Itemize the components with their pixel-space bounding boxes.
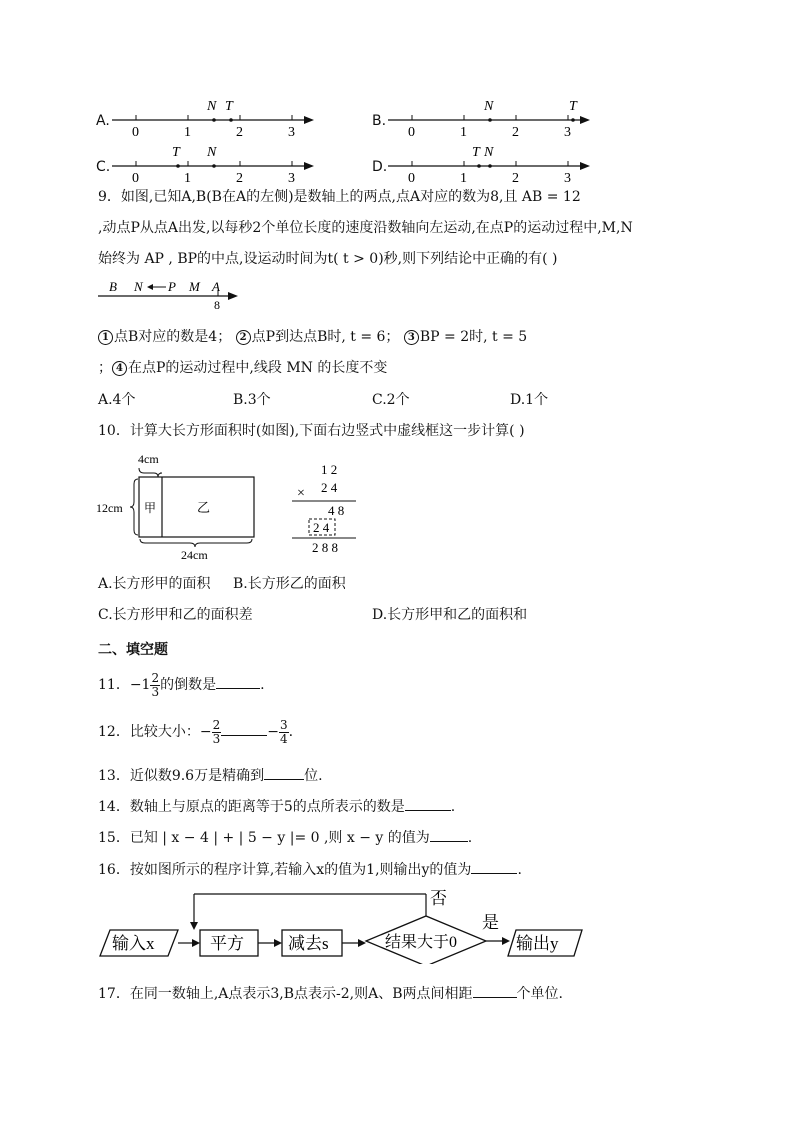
- option-letter: D.: [372, 159, 388, 175]
- q17: [98, 984, 563, 1003]
- number-line-figure: [96, 140, 326, 186]
- q17-end: 个单位.: [516, 986, 563, 1002]
- q12: [98, 717, 293, 747]
- answer-blank[interactable]: [473, 984, 517, 998]
- label-n: N: [134, 279, 143, 294]
- mult-row-2: 2 4: [321, 480, 338, 495]
- mixed-number-whole: −1: [129, 677, 151, 693]
- q15-text: 15．已知 | x − 4 | + | 5 − y |= 0 ,则 x − y 的值为: [98, 830, 430, 846]
- tick-label: 2: [512, 125, 519, 140]
- statement-2: 点P到达点B时, t = 6；: [251, 329, 400, 345]
- label-eight: 8: [214, 298, 220, 312]
- number-line-figure: [372, 140, 602, 186]
- statement-4: 在点P的运动过程中,线段 MN 的长度不变: [128, 360, 388, 376]
- flow-square: 平方: [210, 934, 244, 953]
- label-p: P: [168, 279, 176, 294]
- q11: [98, 670, 265, 700]
- label-b: B: [109, 279, 117, 294]
- q9-option-a[interactable]: A.4个: [98, 392, 136, 408]
- numberline-option-c: [96, 140, 326, 186]
- separator: ；: [98, 360, 112, 376]
- flow-no-label: 否: [430, 889, 447, 908]
- point-label: T: [172, 145, 180, 160]
- q10-stem: 10．计算大长方形面积时(如图),下面右边竖式中虚线框这一步计算( ): [98, 423, 525, 439]
- point-label: T: [569, 99, 577, 114]
- numberline-option-a: [96, 94, 326, 140]
- denominator: 4: [279, 731, 288, 746]
- q10-figure: [92, 446, 372, 564]
- numberline-option-b: [372, 94, 602, 140]
- punctuation: .: [517, 862, 522, 878]
- q16-flowchart: [96, 884, 596, 964]
- q16-text: 16．按如图所示的程序计算,若输入x的值为1,则输出y的值为: [98, 862, 472, 878]
- point-label: N: [484, 99, 494, 114]
- q10-option-d[interactable]: D.长方形甲和乙的面积和: [372, 607, 528, 623]
- height-label-12cm: 12cm: [96, 501, 123, 515]
- q14: [98, 797, 455, 816]
- tick-label: 2: [512, 171, 519, 186]
- answer-blank[interactable]: [221, 722, 267, 736]
- tick-label: 1: [184, 171, 191, 186]
- option-letter: C.: [96, 159, 111, 175]
- numerator: 2: [151, 670, 160, 685]
- circled-number: 3: [404, 330, 419, 345]
- answer-blank[interactable]: [405, 797, 451, 811]
- answer-blank[interactable]: [430, 828, 468, 842]
- fraction: [212, 719, 222, 746]
- tick-label: 2: [236, 125, 243, 140]
- number-line-figure: [96, 94, 326, 140]
- rect-yi-label: 乙: [197, 500, 211, 515]
- statement-3: BP = 2时, t = 5: [419, 329, 528, 345]
- q9-stem-line3: 始终为 AP , BP的中点,设运动时间为t( t > 0)秒,则下列结论中正确的有( ): [98, 251, 558, 267]
- fraction: [279, 719, 289, 746]
- number-line-figure: [372, 94, 602, 140]
- tick-label: 3: [564, 125, 571, 140]
- length-label-24cm: 24cm: [181, 548, 208, 562]
- circled-number: 4: [112, 361, 127, 376]
- answer-blank[interactable]: [471, 860, 517, 874]
- width-label-4cm: 4cm: [138, 452, 159, 466]
- q15: [98, 828, 472, 847]
- circled-number: 1: [98, 330, 113, 345]
- section-title: 二、填空题: [98, 642, 168, 658]
- question-number: 12．: [98, 724, 130, 740]
- label-a: A: [212, 279, 220, 294]
- minus-sign: −: [199, 724, 212, 740]
- punctuation: .: [288, 724, 294, 740]
- q10-option-b[interactable]: B.长方形乙的面积: [233, 576, 346, 592]
- flow-yes-label: 是: [482, 913, 499, 932]
- q14-text: 14．数轴上与原点的距离等于5的点所表示的数是: [98, 799, 405, 815]
- flow-condition: 结果大于0: [385, 934, 458, 951]
- question-number: 11．: [98, 677, 130, 693]
- numberline-option-d: [372, 140, 602, 186]
- circled-number: 2: [236, 330, 251, 345]
- q10-option-c[interactable]: C.长方形甲和乙的面积差: [98, 607, 253, 623]
- point-label: N: [207, 99, 217, 114]
- tick-label: 3: [288, 125, 295, 140]
- tick-label: 1: [460, 171, 467, 186]
- fraction: [150, 672, 160, 699]
- answer-blank[interactable]: [264, 766, 304, 780]
- q10-option-a[interactable]: A.长方形甲的面积: [98, 576, 211, 592]
- option-letter: B.: [372, 113, 387, 129]
- q9-option-d[interactable]: D.1个: [510, 392, 549, 408]
- tick-label: 1: [460, 125, 467, 140]
- mult-row-4: 2 4: [313, 520, 330, 535]
- q9-option-b[interactable]: B.3个: [233, 392, 271, 408]
- point-label: N: [207, 145, 217, 160]
- q9-statements-line1: [98, 328, 527, 346]
- q9-stem-line2: ,动点P从点A出发,以每秒2个单位长度的速度沿数轴向左运动,在点P的运动过程中,M,N: [98, 220, 633, 236]
- tick-label: 0: [132, 125, 139, 140]
- rect-jia-label: 甲: [144, 501, 157, 515]
- answer-blank[interactable]: [216, 675, 260, 689]
- tick-label: 0: [132, 171, 139, 186]
- point-label: N: [484, 145, 494, 160]
- tick-label: 3: [564, 171, 571, 186]
- punctuation: .: [450, 799, 456, 815]
- statement-1: 点B对应的数是4；: [114, 329, 232, 345]
- punctuation: .: [467, 830, 473, 846]
- tick-label: 0: [408, 125, 415, 140]
- flow-input: 输入x: [112, 934, 155, 953]
- numerator: 3: [279, 717, 288, 732]
- q9-statements-line2: [98, 359, 387, 377]
- mult-row-3: 4 8: [328, 503, 345, 518]
- flow-subtract: 减去s: [288, 934, 329, 953]
- denominator: 3: [151, 684, 160, 699]
- q16: [98, 860, 522, 879]
- q9-option-c[interactable]: C.2个: [372, 392, 410, 408]
- q12-text: 比较大小：: [129, 724, 200, 740]
- minus-sign: −: [267, 724, 279, 740]
- numerator: 2: [212, 717, 221, 732]
- flow-output: 输出y: [516, 934, 559, 953]
- punctuation: .: [260, 677, 265, 693]
- mult-sign: ×: [297, 486, 305, 501]
- tick-label: 0: [408, 171, 415, 186]
- q9-stem-line1: 9．如图,已知A,B(B在A的左侧)是数轴上的两点,点A对应的数为8,且 AB = 12: [98, 189, 581, 205]
- denominator: 3: [212, 731, 221, 746]
- q11-text: 的倒数是: [160, 677, 217, 693]
- point-label: T: [472, 145, 480, 160]
- mult-row-5: 2 8 8: [312, 540, 338, 555]
- tick-label: 1: [184, 125, 191, 140]
- label-m: M: [189, 279, 200, 294]
- q17-text: 17．在同一数轴上,A点表示3,B点表示-2,则A、B两点间相距: [98, 986, 473, 1002]
- q13-end: 位.: [304, 768, 323, 784]
- tick-label: 2: [236, 171, 243, 186]
- point-label: T: [225, 99, 233, 114]
- option-letter: A.: [96, 113, 110, 129]
- tick-label: 3: [288, 171, 295, 186]
- mult-row-1: 1 2: [321, 462, 338, 477]
- q13: [98, 766, 323, 785]
- q13-text: 13．近似数9.6万是精确到: [98, 768, 265, 784]
- q9-number-line-figure: [96, 276, 246, 312]
